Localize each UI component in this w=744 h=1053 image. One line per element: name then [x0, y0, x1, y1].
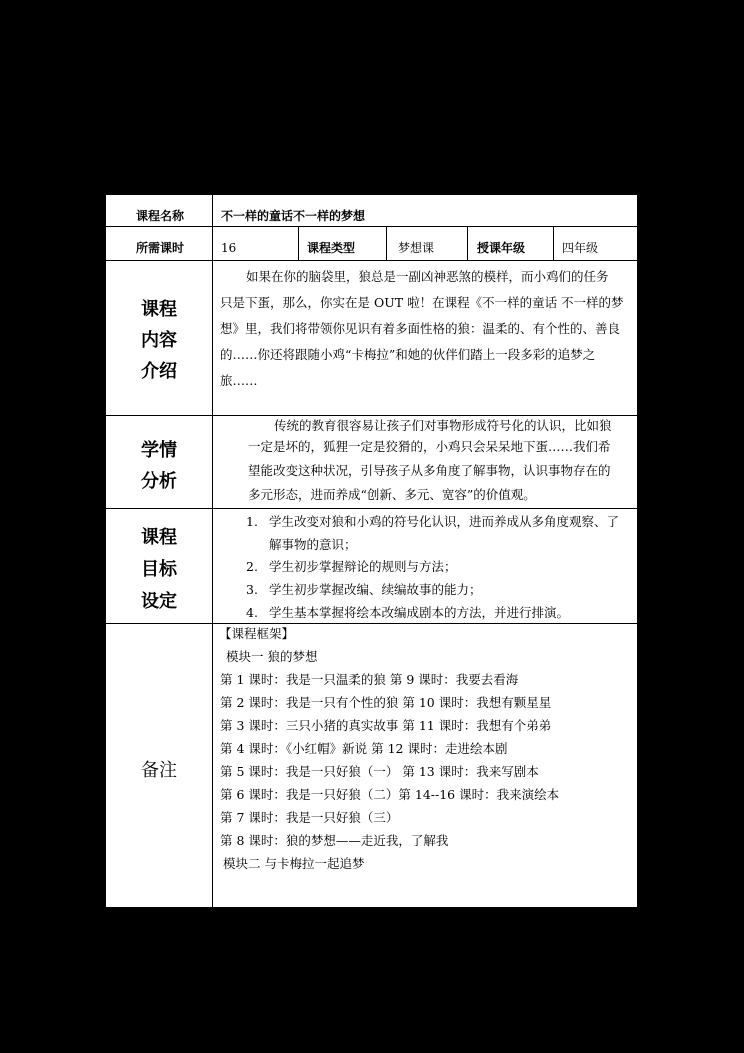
analysis-text-line: 多元形态，进而养成“创新、多元、宽容”的价值观。: [248, 487, 536, 502]
column-divider: [386, 226, 387, 260]
lesson-line: 第 1 课时：我是一只温柔的狼 第 9 课时：我要去看海: [220, 672, 519, 687]
column-divider: [212, 195, 213, 909]
analysis-text-line: 望能改变这种状况，引导孩子从多角度了解事物，认识事物存在的: [248, 463, 611, 478]
row-divider: [106, 260, 637, 261]
column-divider: [298, 226, 299, 260]
goal-text: 学生初步掌握辩论的规则与方法；: [269, 559, 457, 574]
analysis-label: 分析: [141, 471, 177, 492]
course-name-value: 不一样的童话不一样的梦想: [221, 209, 366, 223]
intro-text-line: 的……你还将跟随小鸡“卡梅拉”和她的伙伴们踏上一段多彩的追梦之: [220, 347, 596, 362]
intro-text-line: 如果在你的脑袋里，狼总是一副凶神恶煞的模样，而小鸡们的任务: [246, 269, 609, 284]
framework-heading: 【课程框架】: [219, 626, 295, 641]
goal-text: 学生改变对狼和小鸡的符号化认识，进而养成从多角度观察、了: [269, 514, 620, 529]
type-label: 课程类型: [307, 241, 356, 255]
analysis-text-line: 一定是坏的，狐狸一定是狡猾的，小鸡只会呆呆地下蛋……我们希: [248, 439, 611, 454]
intro-text-line: 旅……: [220, 373, 258, 388]
notes-label: 备注: [141, 760, 177, 781]
course-table: [105, 194, 638, 908]
goal-number: 3.: [246, 582, 258, 597]
intro-label: 内容: [141, 330, 177, 351]
goals-label: 目标: [141, 559, 177, 580]
analysis-text-line: 传统的教育很容易让孩子们对事物形成符号化的认识，比如狼: [274, 418, 612, 433]
lesson-line: 第 2 课时：我是一只有个性的狼 第 10 课时：我想有颗星星: [220, 695, 552, 710]
intro-label: 课程: [141, 299, 177, 320]
hours-label: 所需课时: [136, 241, 185, 255]
type-value: 梦想课: [398, 241, 435, 255]
column-divider: [467, 226, 468, 260]
goal-text: 解事物的意识；: [269, 537, 357, 552]
module-title: 模块二 与卡梅拉一起追梦: [223, 856, 365, 871]
lesson-line: 第 3 课时：三只小猪的真实故事 第 11 课时：我想有个弟弟: [220, 718, 552, 733]
intro-text-line: 想》里，我们将带领你见识有着多面性格的狼：温柔的、有个性的、善良: [220, 321, 621, 336]
goals-label: 设定: [141, 591, 177, 612]
lesson-line: 第 7 课时：我是一只好狼（三）: [220, 810, 399, 825]
goal-number: 1.: [246, 514, 258, 529]
goal-number: 2.: [246, 559, 258, 574]
goals-label: 课程: [141, 527, 177, 548]
grade-value: 四年级: [562, 241, 599, 255]
grade-label: 授课年级: [477, 241, 526, 255]
lesson-line: 第 6 课时：我是一只好狼（二）第 14--16 课时：我来演绘本: [220, 787, 560, 802]
lesson-line: 第 8 课时：狼的梦想——走近我，了解我: [220, 833, 449, 848]
row-divider: [106, 226, 637, 227]
row-divider: [106, 623, 637, 624]
goal-text: 学生初步掌握改编、续编故事的能力；: [269, 582, 482, 597]
lesson-line: 第 4 课时：《小红帽》新说 第 12 课时：走进绘本剧: [220, 741, 508, 756]
row-divider: [106, 508, 637, 509]
goal-text: 学生基本掌握将绘本改编成剧本的方法，并进行排演。: [269, 605, 570, 620]
hours-value: 16: [221, 241, 237, 255]
intro-label: 介绍: [141, 361, 177, 382]
goal-number: 4.: [246, 605, 258, 620]
module-title: 模块一 狼的梦想: [226, 649, 318, 664]
column-divider: [553, 226, 554, 260]
course-name-label: 课程名称: [136, 209, 185, 223]
lesson-line: 第 5 课时：我是一只好狼（一） 第 13 课时：我来写剧本: [220, 764, 539, 779]
analysis-label: 学情: [141, 440, 177, 461]
intro-text-line: 只是下蛋，那么，你实在是 OUT 啦！在课程《不一样的童话 不一样的梦: [220, 295, 624, 310]
